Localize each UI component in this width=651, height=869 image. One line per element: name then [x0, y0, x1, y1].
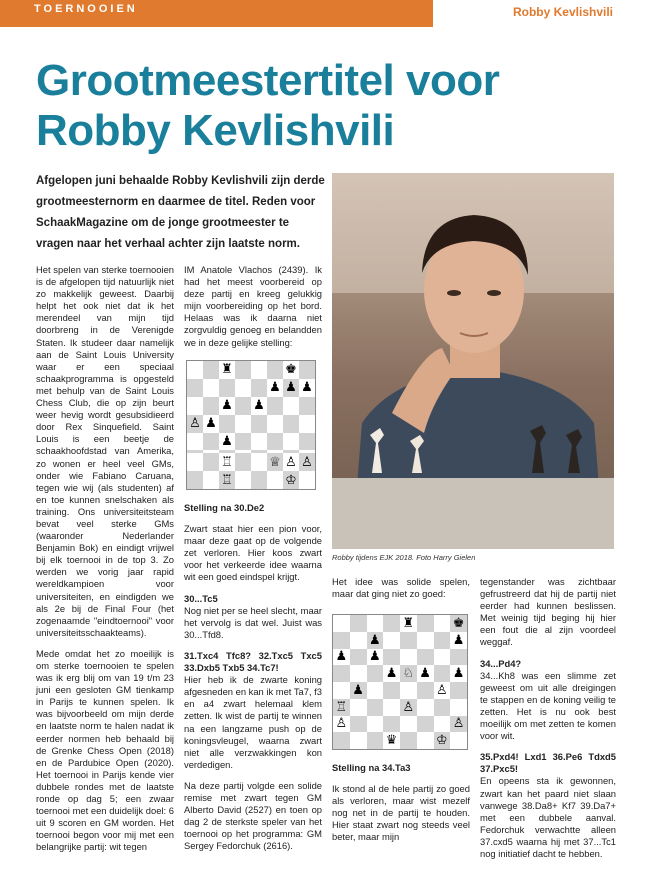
board-square [267, 397, 283, 415]
board-square: ♟ [367, 632, 384, 649]
board-square [235, 415, 251, 433]
board-square: ♖ [219, 471, 235, 489]
board-square [383, 649, 400, 666]
board-square [267, 433, 283, 451]
board-square: ♘ [400, 665, 417, 682]
board-square [333, 632, 350, 649]
board-square [400, 732, 417, 749]
board-square [251, 471, 267, 489]
board-square [203, 397, 219, 415]
board-square [299, 433, 315, 451]
board-square: ♟ [283, 379, 299, 397]
board-square [350, 665, 367, 682]
board-square [187, 471, 203, 489]
board-square: ♛ [385, 733, 398, 749]
board-square [350, 649, 367, 666]
board-square [333, 682, 350, 699]
column-2 [184, 264, 322, 358]
col1-paragraph-1: Het spelen van sterke toernooien is de afgelopen tijd natuurlijk niet zo makkelijk geweest. Daarbij helpt het ook niet dat ik het merendeel van mijn tijd doorbreng in de Verenigde Staten. Ik studeer daar namelijk aan de Saint Louis University waar er een speciaal schaakprogramma is opgesteld met behulp van de Saint Louis Chess Club, die op zijn beurt weer hevig wordt gesubsidieerd door Rex Sinquefield. Saint Louis is een beetje de schaakhoofdstad van Amerika, zo wonen er heel veel GMs, onder wie Fabiano Caruana, tegen wie wij (als studenten) af en toe kunnen snelschaken als training. Ons universiteitsteam bevat veel sterke GMs (waaronder Nederlander Benjamin Bok) en eindigt vrijwel bij elk toernooi in de top 3. Zo werden we vorig jaar rapid wereldkampioen voor universiteiten, en eindigden we als 2e bij de Final Four (het zogenaamde "eindtoernooi" voor universiteitsschaakteams). [36, 264, 174, 638]
column-1 [36, 264, 174, 863]
board-square [383, 716, 400, 733]
board-square [235, 433, 251, 451]
board-square [187, 361, 203, 379]
board-square: ♟ [385, 666, 398, 682]
col4-paragraph-3: En opeens sta ik gewonnen, zwart kan het paard niet slaan vanwege 38.Da8+ Kf7 39.Da7+ met een dubbele aanval. Fedorchuk verwachtte alleen 37.cxd5 waarna hij met 37...Tc1 nog initiatief dacht te hebben. [480, 775, 616, 859]
board-square [267, 415, 283, 433]
board-square [383, 699, 400, 716]
board-square [187, 379, 203, 397]
board-square [450, 732, 467, 749]
board-square: ♙ [436, 682, 448, 698]
board-square [187, 453, 203, 471]
board-square: ♟ [221, 398, 233, 414]
board-square [350, 615, 367, 632]
board-square [251, 433, 267, 451]
board-square [219, 379, 235, 397]
board-square: ♟ [419, 666, 431, 682]
board-square: ♕ [267, 453, 283, 471]
board-square [450, 649, 467, 666]
board-square: ♟ [301, 380, 313, 396]
board-square [417, 732, 434, 749]
board-square: ♜ [221, 362, 233, 378]
board-square [383, 615, 400, 632]
board-square [333, 665, 350, 682]
col4-move-1: 34...Pd4? [480, 657, 522, 669]
board-square [434, 632, 451, 649]
board-square [367, 699, 384, 716]
board-square [417, 632, 434, 649]
board-square [434, 649, 451, 666]
col2-paragraph-1: IM Anatole Vlachos (2439). Ik had het meest voorbereid op deze partij en kreeg gelukkig mijn voorbereiding op het bord. Helaas was ik daarna niet zorgvuldig genoeg en belandden we in deze gelijke stelling: [184, 264, 322, 348]
board-square [367, 665, 384, 682]
board-square [400, 716, 417, 733]
column-4 [480, 576, 616, 869]
title-line-2: Robby Kevlishvili [36, 106, 395, 155]
board-square: ♙ [299, 453, 315, 471]
board-square [400, 632, 417, 649]
board-square [450, 699, 467, 716]
portrait-photo [332, 173, 614, 549]
board-square [203, 471, 219, 489]
board-square [367, 615, 384, 632]
col1-paragraph-2: Mede omdat het zo moeilijk is om sterke toernooien te spelen was ik erg blij om van 19 t/m 23 juni een gesloten GM tienkamp in Parijs te kunnen spelen. Ik was bijvoorbeeld om mijn derde en laatste norm te halen nadat ik eerder normen heb behaald bij de Grenke Chess Open (2018) en de Pardubice Open (2020). Het toernooi in Parijs kende vier dubbele rondes met de laatste ronde op dag 5; een zwaar toernooi met een duidelijk doel: 6 uit 9 scoren en GM worden. Het toernooi begon voor mij met een belangrijke partij: wit tegen [36, 647, 174, 853]
board-square [417, 682, 434, 699]
board-square [235, 361, 251, 379]
board-square [219, 415, 235, 433]
player-portrait-illustration [332, 173, 614, 549]
board-square [367, 732, 384, 749]
board-square: ♔ [434, 732, 451, 749]
title-line-1: Grootmeestertitel voor [36, 56, 500, 105]
board-square [400, 649, 417, 666]
board-square [235, 453, 251, 471]
board-square [187, 397, 203, 415]
photo-caption: Robby tijdens EJK 2018. Foto Harry Gielen [332, 553, 476, 562]
diagram-1-caption: Stelling na 30.De2 [184, 502, 265, 513]
board-square: ♟ [205, 416, 217, 432]
board-square [434, 665, 451, 682]
section-header-bar [0, 0, 433, 27]
board-square [383, 632, 400, 649]
board-square [299, 415, 315, 433]
board-square: ♖ [221, 454, 233, 470]
board-square [235, 397, 251, 415]
intro-lead: Afgelopen juni behaalde Robby Kevlishvili zijn derde grootmeesternorm en daarmee de titel. Reden voor SchaakMagazine om de jonge grootmeester te vragen naar het verhaal achter zijn laatste norm. [36, 175, 325, 250]
diagram-2-caption: Stelling na 34.Ta3 [332, 762, 411, 773]
board-square [251, 361, 267, 379]
board-square: ♜ [402, 615, 415, 631]
board-square: ♟ [335, 649, 348, 665]
board-square [333, 732, 350, 749]
board-square [267, 361, 283, 379]
board-square [417, 716, 434, 733]
chess-diagram-1 [186, 360, 316, 490]
board-square: ♙ [285, 454, 297, 470]
board-square: ♟ [350, 682, 367, 699]
col4-move-2: 35.Pxd4! Lxd1 36.Pe6 Tdxd5 37.Pxc5! [480, 751, 616, 775]
board-square: ♔ [283, 471, 299, 489]
col3-paragraph-1: Het idee was solide spelen, maar dat ging niet zo goed: [332, 576, 470, 600]
board-square [203, 361, 219, 379]
board-square [299, 471, 315, 489]
column-3-lower [332, 762, 470, 853]
col4-paragraph-1: tegenstander was zichtbaar gefrustreerd dat hij de partij niet eerder had kunnen beslissen. Met weinig tijd beging hij hier een fout die al zijn voordeel weggaf. [480, 576, 616, 648]
board-square [235, 471, 251, 489]
col2-paragraph-5: Na deze partij volgde een solide remise met zwart tegen GM Alberto David (2527) en toen op dag 2 de sterkste speler van het toernooi op het programma: GM Sergey Fedorchuk (2616). [184, 779, 322, 852]
board-square [267, 471, 283, 489]
board-square: ♚ [450, 615, 467, 632]
col2-move-1: 30...Tc5 [184, 592, 218, 604]
board-square: ♚ [285, 362, 297, 378]
chessboard-1 [187, 361, 315, 489]
board-square [417, 649, 434, 666]
board-square: ♟ [452, 666, 465, 682]
board-square [251, 415, 267, 433]
board-square [283, 415, 299, 433]
running-head-author: Robby Kevlishvili [512, 5, 613, 19]
board-square: ♟ [369, 649, 381, 665]
board-square: ♙ [400, 699, 417, 716]
board-square [350, 632, 367, 649]
col3-paragraph-2: Ik stond al de hele partij zo goed als verloren, maar wist mezelf nog net in de partij te houden. Hier staat zwart nog steeds veel beter, maar mijn [332, 783, 470, 843]
board-square: ♟ [253, 398, 265, 414]
section-label: TOERNOOIEN [34, 3, 138, 15]
col2-paragraph-3: Nog niet per se heel slecht, maar het vervolg is dat wel. Juist was 30...Tfd8. [184, 604, 322, 640]
board-square: ♙ [335, 716, 348, 732]
board-square [203, 453, 219, 471]
chessboard-2 [333, 615, 467, 749]
board-square [350, 699, 367, 716]
board-square [283, 433, 299, 451]
board-square [187, 433, 203, 451]
board-square [299, 361, 315, 379]
col2-paragraph-4: Hier heb ik de zwarte koning afgesneden en kan ik met Ta7, f3 en a4 zwart helemaal klem zetten. Ik wist de partij te winnen na een langzame push op de koningsvleugel, waarna zwart niet alle verzwakkingen kon verdedigen. [184, 674, 322, 770]
board-square [283, 397, 299, 415]
board-square [251, 453, 267, 471]
board-square [333, 615, 350, 632]
page-title [36, 56, 626, 156]
board-square: ♖ [333, 699, 350, 716]
board-square: ♙ [450, 716, 467, 733]
board-square [203, 433, 219, 451]
board-square [367, 716, 384, 733]
board-square [203, 379, 219, 397]
chess-diagram-2 [332, 614, 468, 750]
board-square [299, 397, 315, 415]
board-square [367, 682, 384, 699]
column-2-lower [184, 502, 322, 861]
board-square: ♟ [221, 433, 233, 449]
col2-paragraph-2: Zwart staat hier een pion voor, maar deze gaat op de volgende zet verloren. Hier koos zwart voor het verkeerde idee waarna wit een goed eindspel krijgt. [184, 523, 322, 583]
board-square: ♟ [269, 380, 281, 396]
board-square [400, 682, 417, 699]
col2-move-2: 31.Txc4 Tfc8? 32.Txc5 Txc5 33.Dxb5 Txb5 34.Tc7! [184, 649, 322, 674]
board-square [417, 615, 434, 632]
board-square: ♟ [452, 632, 465, 648]
board-square [251, 379, 267, 397]
col4-paragraph-2: 34...Kh8 was een slimme zet geweest om uit alle dreigingen te stappen en de koning veilig te zetten. Het is nu ook best moeilijk om met zetten te komen voor wit. [480, 669, 616, 742]
board-square [235, 379, 251, 397]
board-square [434, 699, 451, 716]
board-square [450, 682, 467, 699]
column-3 [332, 576, 470, 609]
board-square [417, 699, 434, 716]
board-square [434, 716, 451, 733]
board-square [383, 682, 400, 699]
board-square [350, 716, 367, 733]
board-square [350, 732, 367, 749]
board-square [434, 615, 451, 632]
board-square: ♙ [187, 415, 203, 433]
